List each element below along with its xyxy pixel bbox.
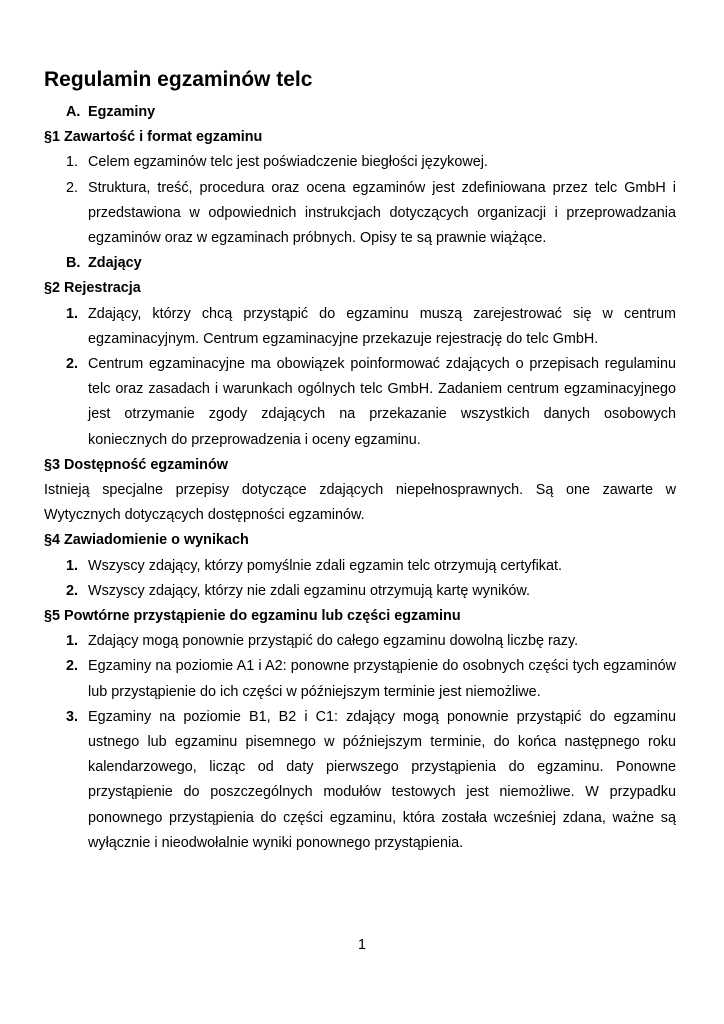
- list-item-number: 1.: [66, 305, 79, 322]
- list-item-text: Zdający, którzy chcą przystąpić do egzaminu muszą zarejestrować się w centrum egzaminacyjnym. Centrum egzaminacyjne przekazuje rejestrację do telc GmbH.: [88, 305, 676, 347]
- section-5-heading: §5 Powtórne przystąpienie do egzaminu lub części egzaminu: [44, 608, 461, 625]
- list-item-number: 1.: [66, 633, 79, 650]
- list-item: [44, 705, 676, 856]
- list-item: [44, 579, 676, 604]
- section-4-heading: §4 Zawiadomienie o wynikach: [44, 532, 249, 549]
- list-item: [44, 629, 676, 654]
- section-3-paragraph: Istnieją specjalne przepisy dotyczące zdających niepełnosprawnych. Są one zawarte w Wytycznych dotyczących dostępności egzaminów.: [44, 482, 676, 524]
- list-item: [44, 302, 676, 352]
- section-5-list: [44, 629, 676, 856]
- section-1-list: [44, 150, 676, 251]
- page-title: Regulamin egzaminów telc: [44, 68, 313, 91]
- list-item-number: 2.: [66, 582, 79, 599]
- section-a-label: Egzaminy: [88, 104, 156, 120]
- list-item-number: 2.: [66, 179, 79, 196]
- section-2-heading: §2 Rejestracja: [44, 280, 141, 297]
- list-item-text: Zdający mogą ponownie przystąpić do całego egzaminu dowolną liczbę razy.: [88, 633, 579, 650]
- list-item: [44, 654, 676, 704]
- list-item-text: Egzaminy na poziomie A1 i A2: ponowne przystąpienie do osobnych części tych egzaminów lub przystąpienie do ich części w późniejszym terminie jest niemożliwe.: [88, 658, 676, 700]
- section-1-heading: §1 Zawartość i format egzaminu: [44, 129, 263, 146]
- page-number: 1: [357, 937, 366, 953]
- section-2-list: [44, 302, 676, 453]
- section-3-heading: §3 Dostępność egzaminów: [44, 456, 228, 473]
- list-item: [44, 554, 676, 579]
- document-body: [44, 100, 676, 856]
- section-b-label: Zdający: [88, 255, 142, 272]
- list-item-text: Wszyscy zdający, którzy nie zdali egzaminu otrzymują kartę wyników.: [88, 582, 530, 599]
- list-item-number: 2.: [66, 356, 79, 373]
- list-item: [44, 176, 676, 252]
- section-4-list: [44, 554, 676, 604]
- section-a-heading: [44, 100, 676, 125]
- list-item: [44, 352, 676, 453]
- list-item-text: Wszyscy zdający, którzy pomyślnie zdali egzamin telc otrzymują certyfikat.: [88, 557, 562, 574]
- list-item-number: 1.: [66, 154, 79, 171]
- list-item-text: Egzaminy na poziomie B1, B2 i C1: zdający mogą ponownie przystąpić do egzaminu ustnego lub egzaminu pisemnego w późniejszym terminie, do końca następnego roku kalendarzowego, licząc od daty pierwszego przystąpienia do egzaminu. Ponowne przystąpienie do poszczególnych modułów testowych jest niemożliwe. W przypadku ponownego przystąpienia do części egzaminu, która została wcześniej zdana, ważne są wyłącznie i nieodwołalnie wyniki ponownego przystąpienia.: [88, 708, 676, 851]
- section-b-heading: [44, 251, 676, 276]
- list-item-text: Struktura, treść, procedura oraz ocena egzaminów jest zdefiniowana przez telc GmbH i przedstawiona w odpowiednich instrukcjach dotyczących organizacji i przeprowadzania egzaminów oraz w egzaminach próbnych. Opisy te są prawnie wiążące.: [88, 179, 676, 247]
- list-item-number: 2.: [66, 658, 79, 675]
- list-item-text: Centrum egzaminacyjne ma obowiązek poinformować zdających o przepisach regulaminu telc oraz zasadach i warunkach ogólnych telc GmbH. Zadaniem centrum egzaminacyjnego jest otrzymanie zgody zdających na przekazanie wszystkich danych osobowych koniecznych do przeprowadzenia i oceny egzaminu.: [88, 356, 676, 448]
- list-item-number: 1.: [66, 557, 79, 574]
- section-b-marker: B.: [66, 255, 81, 272]
- section-a-marker: A.: [66, 104, 81, 120]
- list-item-text: Celem egzaminów telc jest poświadczenie biegłości językowej.: [88, 154, 488, 171]
- list-item: [44, 150, 676, 175]
- list-item-number: 3.: [66, 708, 79, 725]
